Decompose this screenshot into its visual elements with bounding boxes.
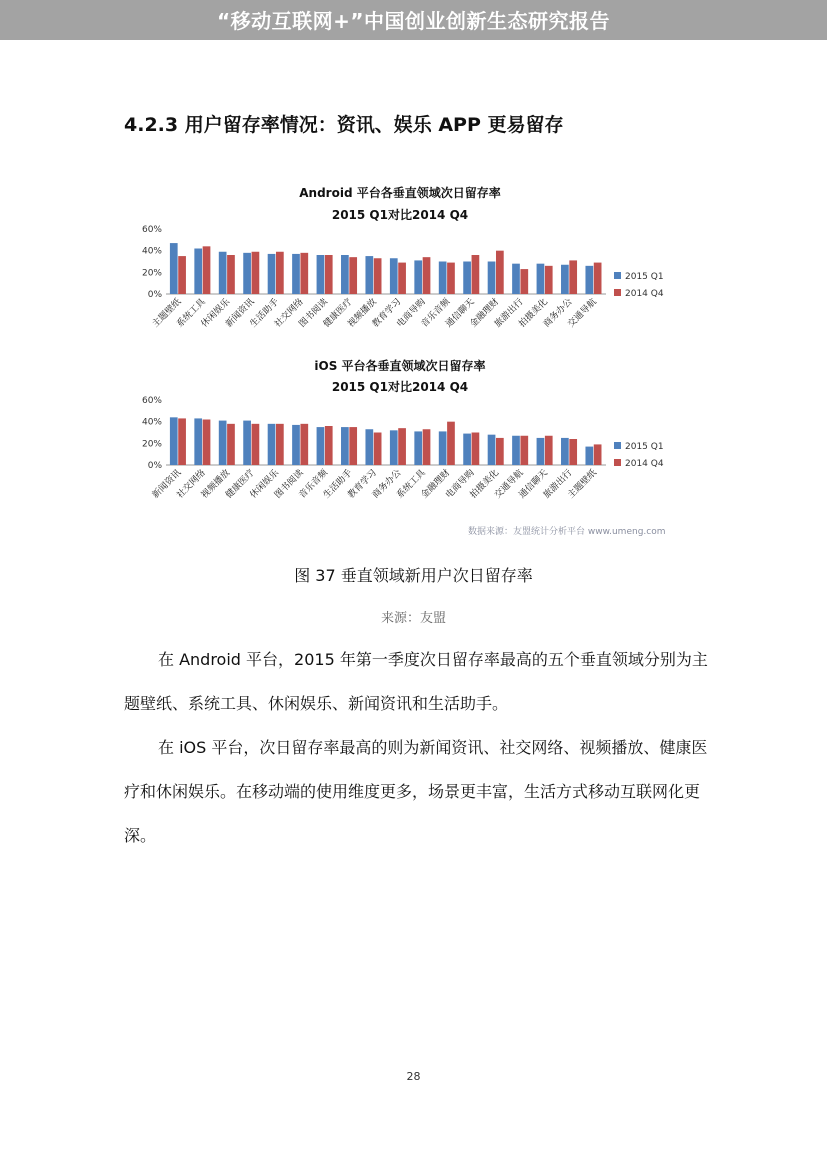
paragraph-ios: 在 iOS 平台，次日留存率最高的则为新闻资讯、社交网络、视频播放、健康医疗和休闲娱乐。在移动端的使用维度更多，场景更丰富，生活方式移动互联网化更深。 xyxy=(124,738,708,845)
bar xyxy=(292,425,300,465)
ios-chart-subtitle: 2015 Q1对比2014 Q4 xyxy=(331,380,469,394)
bar xyxy=(194,418,202,465)
category-label: 生活助手 xyxy=(321,468,355,501)
y-tick-label: 60% xyxy=(141,396,162,406)
legend-label: 2015 Q1 xyxy=(625,442,664,452)
legend-swatch xyxy=(614,459,621,466)
bar xyxy=(594,444,602,465)
y-tick-label: 20% xyxy=(141,439,162,450)
category-label: 商务办公 xyxy=(541,297,575,330)
legend-label: 2014 Q4 xyxy=(625,459,664,469)
bar xyxy=(488,435,496,465)
category-label: 新闻资讯 xyxy=(224,297,257,330)
y-tick-label: 20% xyxy=(141,268,162,279)
category-label: 社交网络 xyxy=(273,297,306,330)
category-label: 新闻资讯 xyxy=(150,468,184,501)
y-tick-label: 0% xyxy=(147,290,162,300)
bar xyxy=(317,427,325,465)
bar xyxy=(569,439,577,465)
bar xyxy=(219,421,227,465)
category-label: 健康医疗 xyxy=(321,297,355,330)
bar xyxy=(276,424,284,465)
category-label: 社交网络 xyxy=(175,468,208,501)
category-label: 视频播放 xyxy=(346,297,379,330)
category-label: 图书阅读 xyxy=(297,297,331,330)
bar xyxy=(512,436,520,465)
category-label: 健康医疗 xyxy=(224,468,257,501)
category-label: 主题壁纸 xyxy=(566,468,599,501)
y-tick-label: 0% xyxy=(147,461,162,471)
y-tick-label: 60% xyxy=(141,225,162,235)
category-label: 金融理财 xyxy=(419,468,453,501)
page-number: 28 xyxy=(406,1070,421,1083)
category-label: 主题壁纸 xyxy=(150,297,184,330)
figure-source: 来源：友盟 xyxy=(380,611,446,626)
bar xyxy=(203,420,211,466)
bar xyxy=(325,426,333,465)
ios-chart-title: iOS 平台各垂直领域次日留存率 xyxy=(314,359,486,373)
category-label: 休闲娱乐 xyxy=(248,468,282,501)
bar xyxy=(374,433,382,466)
bar xyxy=(414,431,422,465)
bar xyxy=(170,417,178,465)
category-label: 休闲娱乐 xyxy=(199,297,233,330)
y-tick-label: 40% xyxy=(141,246,162,257)
category-label: 电商导购 xyxy=(395,297,428,330)
y-tick-label: 40% xyxy=(141,417,162,428)
bar xyxy=(561,438,569,465)
report-header: “移动互联网+”中国创业创新生态研究报告 xyxy=(0,0,827,40)
legend-label: 2015 Q1 xyxy=(625,272,664,282)
category-label: 交通导航 xyxy=(493,468,526,501)
bar xyxy=(585,447,593,465)
category-label: 通信聊天 xyxy=(517,468,551,501)
bar xyxy=(243,421,251,465)
section-title: 4.2.3 用户留存率情况：资讯、娱乐 APP 更易留存 xyxy=(124,114,564,136)
bar xyxy=(227,424,235,465)
category-label: 旅游出行 xyxy=(493,297,526,330)
android-chart-subtitle: 2015 Q1对比2014 Q4 xyxy=(331,208,469,222)
bar xyxy=(537,438,545,465)
bar xyxy=(496,438,504,465)
bar xyxy=(390,430,398,465)
bar xyxy=(520,436,528,465)
bar xyxy=(463,434,471,465)
category-label: 教育学习 xyxy=(346,468,379,501)
figure-caption: 图 37 垂直领域新用户次日留存率 xyxy=(294,566,533,585)
paragraph-android: 在 Android 平台，2015 年第一季度次日留存率最高的五个垂直领域分别为主题壁纸、系统工具、休闲娱乐、新闻资讯和生活助手。 xyxy=(124,650,708,713)
bar xyxy=(472,433,480,466)
category-label: 拍摄美化 xyxy=(517,297,551,330)
category-label: 拍摄美化 xyxy=(468,468,502,501)
bar xyxy=(300,424,308,465)
bar xyxy=(349,427,357,465)
chart-data-source: 数据来源：友盟统计分析平台 www.umeng.com xyxy=(468,527,666,537)
bar xyxy=(439,431,447,465)
bar xyxy=(178,418,186,465)
category-label: 图书阅读 xyxy=(273,468,306,501)
category-label: 生活助手 xyxy=(248,297,282,330)
bar xyxy=(365,429,373,465)
bar xyxy=(341,427,349,465)
bar xyxy=(398,428,406,465)
category-label: 旅游出行 xyxy=(541,468,575,501)
category-label: 视频播放 xyxy=(199,468,233,501)
category-label: 电商导购 xyxy=(444,468,477,501)
category-label: 通信聊天 xyxy=(444,297,477,330)
category-label: 音乐音频 xyxy=(419,297,453,330)
bar xyxy=(447,422,455,465)
category-label: 交通导航 xyxy=(566,297,599,330)
bar xyxy=(545,436,553,465)
category-label: 教育学习 xyxy=(370,297,404,330)
category-label: 系统工具 xyxy=(395,468,428,501)
bar xyxy=(268,424,276,465)
category-label: 音乐音频 xyxy=(297,468,331,501)
category-label: 金融理财 xyxy=(468,297,502,330)
bar xyxy=(423,429,431,465)
category-label: 系统工具 xyxy=(175,297,208,330)
category-label: 商务办公 xyxy=(370,468,404,501)
legend-swatch xyxy=(614,442,621,449)
legend-label: 2014 Q4 xyxy=(625,289,664,299)
android-chart-title: Android 平台各垂直领域次日留存率 xyxy=(299,186,501,200)
bar xyxy=(252,424,260,465)
